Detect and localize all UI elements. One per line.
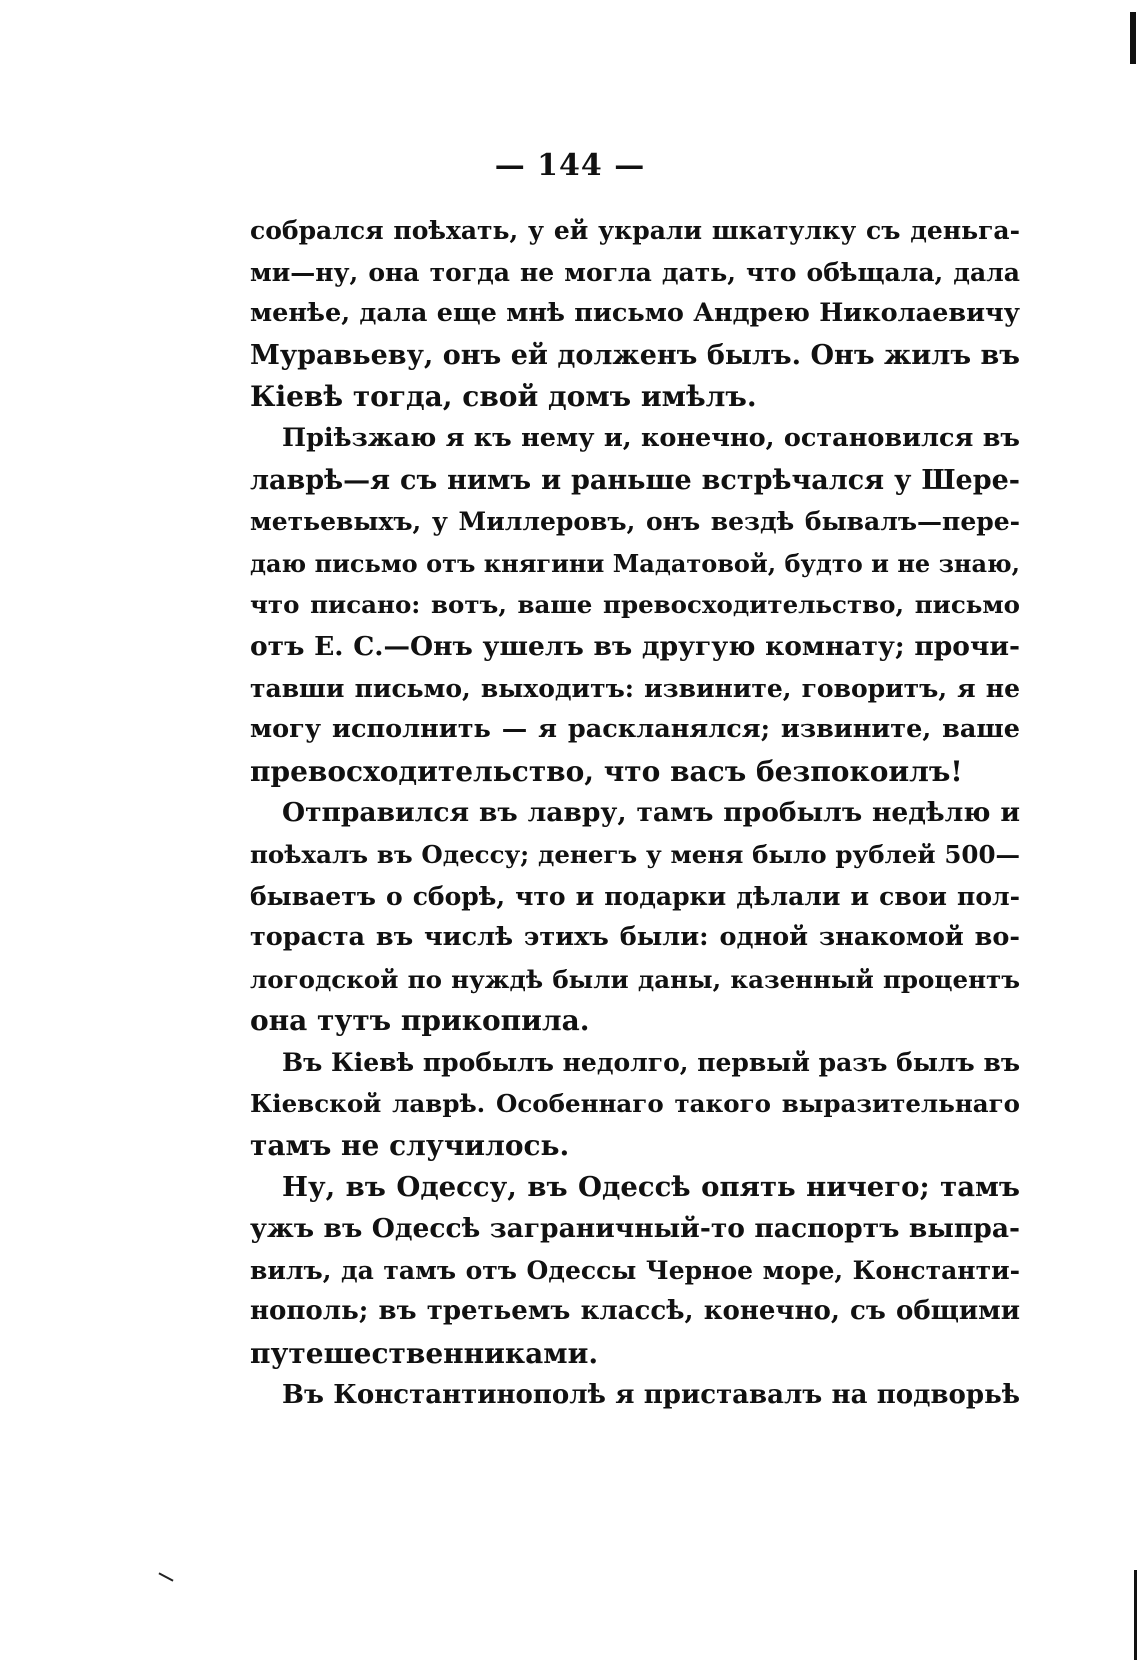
text-line: тавши письмо, выходитъ: извините, говоритъ, я не (250, 673, 1020, 703)
text-line: тамъ не случилось. (250, 1129, 570, 1163)
text-line: собрался поѣхать, у ей украли шкатулку съ деньга- (250, 216, 1020, 245)
text-line: Отправился въ лавру, тамъ пробылъ недѣлю и (282, 797, 1020, 829)
text-line: тораста въ числѣ этихъ были: одной знакомой во- (250, 922, 1020, 953)
text-line: что писано: вотъ, ваше превосходительство, письмо (250, 590, 1020, 620)
text-line: превосходительство, что васъ безпокоилъ! (250, 754, 963, 788)
text-line: могу исполнить — я раскланялся; извините, ваше (250, 714, 1020, 745)
text-line: Въ Константинополѣ я приставалъ на подворьѣ (282, 1379, 1020, 1410)
text-line: менѣе, дала еще мнѣ письмо Андрею Николаевичу (250, 298, 1020, 329)
text-line: поѣхалъ въ Одессу; денегъ у меня было рублей 500— (250, 839, 1020, 869)
text-line: она тутъ прикопила. (250, 1004, 590, 1038)
text-line: Въ Кіевѣ пробылъ недолго, первый разъ былъ въ (282, 1047, 1020, 1077)
text-line: ужъ въ Одессѣ заграничный-то паспортъ выпра- (250, 1213, 1020, 1245)
body-text (250, 210, 1020, 1416)
text-line: бываетъ о сборѣ, что и подарки дѣлали и свои пол- (250, 881, 1020, 911)
text-line: путешественниками. (250, 1337, 599, 1371)
text-line: Кіевской лаврѣ. Особеннаго такого выразительнаго (250, 1089, 1020, 1119)
scan-edge-top-right (1130, 12, 1136, 64)
text-line: логодской по нуждѣ были даны, казенный процентъ (250, 964, 1020, 994)
text-line: Пріѣзжаю я къ нему и, конечно, остановился въ (282, 422, 1020, 453)
text-line: отъ Е. С.—Онъ ушелъ въ другую комнату; прочи- (250, 630, 1020, 662)
scan-mark-bottom-left (158, 1572, 173, 1581)
text-line: Муравьеву, онъ ей долженъ былъ. Онъ жилъ въ (250, 339, 1020, 371)
text-line: Ну, въ Одессу, въ Одессѣ опять ничего; тамъ (282, 1170, 1020, 1203)
text-line: вилъ, да тамъ отъ Одессы Черное море, Константи- (250, 1255, 1020, 1285)
text-line: лаврѣ—я съ нимъ и раньше встрѣчался у Шере- (250, 464, 1020, 496)
text-line: ми—ну, она тогда не могла дать, что обѣщала, дала (250, 257, 1020, 287)
page-number: — 144 — (494, 148, 646, 183)
text-line: даю письмо отъ княгини Мадатовой, будто и не знаю, (250, 548, 1020, 578)
text-line: нополь; въ третьемъ классѣ, конечно, съ общими (250, 1296, 1020, 1327)
text-line: метьевыхъ, у Миллеровъ, онъ вездѣ бывалъ—пере- (250, 507, 1020, 537)
scan-edge-bottom-right (1134, 1570, 1137, 1660)
text-line: Кіевѣ тогда, свой домъ имѣлъ. (250, 380, 757, 414)
